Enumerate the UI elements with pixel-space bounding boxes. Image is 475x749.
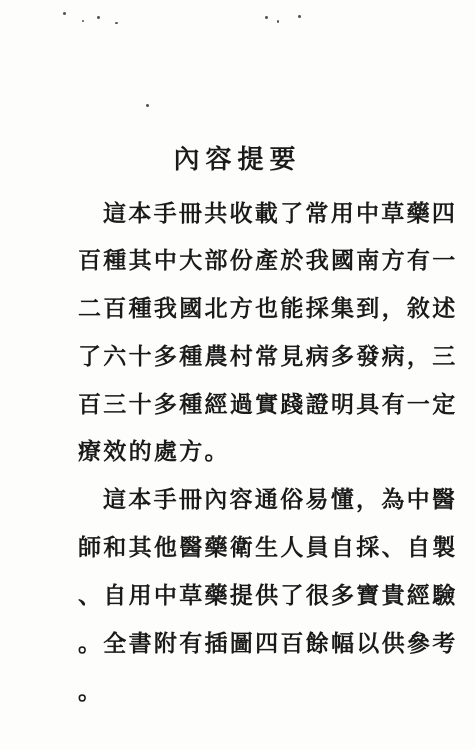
scan-speck [146,104,149,107]
scan-speck [115,22,118,24]
paragraph-1-line-4: 了六十多種農村常見病多發病，三 [78,343,458,370]
scan-speck [97,16,100,19]
paragraph-1-line-1: 這本手冊共收載了常用中草藥四 [103,200,458,227]
page-title: 內容提要 [173,145,302,175]
paragraph-2-line-4: 。全書附有插圖四百餘幅以供參考 [78,630,458,657]
scan-speck [277,20,279,23]
paragraph-2-line-5: 。 [78,678,104,705]
paragraph-2-line-1: 這本手冊內容通俗易懂，為中醫 [103,486,458,513]
scan-speck [298,15,301,18]
paragraph-2-line-3: 、自用中草藥提供了很多寶貴經驗 [78,582,458,609]
scan-speck [265,16,268,19]
scan-speck [63,12,66,15]
paragraph-1-line-5: 百三十多種經過實踐證明具有一定 [78,391,458,418]
paragraph-1-line-2: 百種其中大部份產於我國南方有一 [78,247,458,274]
scan-speck [82,20,84,22]
paragraph-1-line-6: 療效的處方。 [78,438,230,465]
paragraph-2-line-2: 師和其他醫藥衛生人員自採、自製 [78,534,458,561]
paragraph-1-line-3: 二百種我國北方也能採集到，敘述 [78,295,458,322]
